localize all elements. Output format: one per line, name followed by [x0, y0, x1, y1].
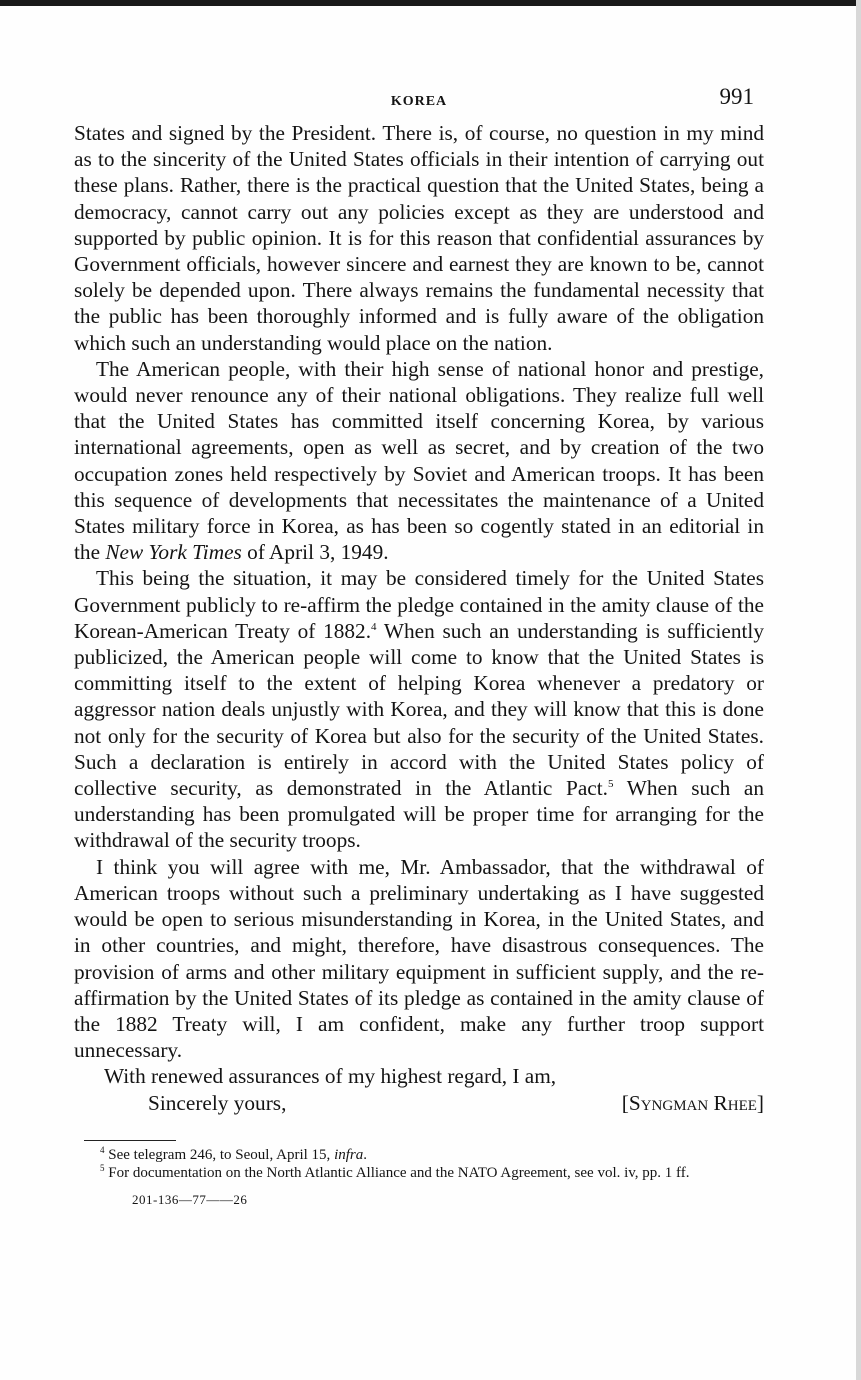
paragraph-3-text-b: When such an understanding is sufficiently publicized, the American people will come to know that the United States is committing itself to the extent of helping Korea whenever a predatory or aggressor nation deals unjustly with Korea, and they will know that this is done not only for the security of Korea but also for the security of the United States. Such a declaration is entirely in accord with the United States policy of collective security, as demonstrated in the Atlantic Pact.	[74, 618, 764, 801]
newspaper-title: New York Times	[105, 540, 242, 565]
paragraph-1: States and signed by the President. There is, of course, no question in my mind as to the sincerity of the United States officials in their intention of carrying out these plans. Rather, there is the practical question that the United States, being a democracy, cannot carry out any policies except as they are understood and supported by public opinion. It is for this reason that confidential assurances by Government officials, however sincere and earnest they are known to be, cannot solely be depended upon. There always remains the fundamental necessity that the public has been thoroughly informed and is fully aware of the obligation which such an understanding would place on the nation.	[74, 121, 764, 355]
page-top-edge	[0, 0, 861, 6]
footnote-5	[74, 1162, 764, 1183]
footnote-4-mark: 4	[100, 1145, 105, 1156]
document-page	[74, 80, 764, 1208]
footnote-5-mark: 5	[100, 1162, 105, 1173]
footnote-ref-4: 4	[371, 620, 377, 633]
footnote-4-text: See telegram 246, to Seoul, April 15,	[104, 1147, 335, 1164]
signature-line	[74, 1090, 764, 1120]
closing-regards: With renewed assurances of my highest regard, I am,	[104, 1064, 557, 1089]
signature: [Syngman Rhee]	[621, 1091, 764, 1116]
paragraph-2-text-b: of April 3, 1949.	[241, 540, 389, 565]
footnote-4-italic: infra	[334, 1147, 364, 1164]
paragraph-3	[74, 565, 764, 853]
page-number: 991	[719, 84, 754, 109]
footnote-4-end: .	[363, 1147, 367, 1164]
printer-line: 201-136—77——26	[132, 1192, 248, 1208]
valediction: Sincerely yours,	[148, 1091, 287, 1116]
footnote-4	[74, 1147, 764, 1165]
letter-body	[74, 120, 764, 1063]
paragraph-4: I think you will agree with me, Mr. Ambassador, that the withdrawal of American troops without such a preliminary undertaking as I have suggested would be open to serious misunderstanding in Korea, in the United States, and in other countries, and might, therefore, have disastrous consequences. The provision of arms and other military equipment in sufficient supply, and the re-affirmation by the United States of its pledge as contained in the amity clause of the 1882 Treaty will, I am confident, make any further troop support unnecessary.	[74, 854, 764, 1063]
footnote-divider	[84, 1140, 176, 1141]
running-head: KOREA	[390, 94, 448, 109]
page-header	[74, 80, 764, 120]
paragraph-3-text-a: This being the situation, it may be considered timely for the United States Government publicly to re-affirm the pledge contained in the amity clause of the Korean-American Treaty of 1882.	[74, 566, 764, 643]
footnote-ref-5: 5	[608, 777, 614, 790]
footnote-5-text: For documentation on the North Atlantic Alliance and the NATO Agreement, see vol. iv, pp. 1 ff.	[104, 1164, 690, 1181]
paragraph-2-text-a: The American people, with their high sense of national honor and prestige, would never renounce any of their national obligations. They realize full well that the United States has committed itself concerning Korea, by various international agreements, open as well as secret, and by creation of the two occupation zones held respectively by Soviet and American troops. It has been this sequence of developments that necessitates the maintenance of a United States military force in Korea, as has been so cogently stated in an editorial in the	[74, 356, 764, 565]
footnotes	[74, 1147, 764, 1182]
paragraph-2	[74, 356, 764, 566]
paragraph-3-text-c: When such an understanding has been promulgated will be proper time for arranging for the withdrawal of the security troops.	[74, 776, 765, 853]
page-right-edge	[856, 0, 861, 1380]
